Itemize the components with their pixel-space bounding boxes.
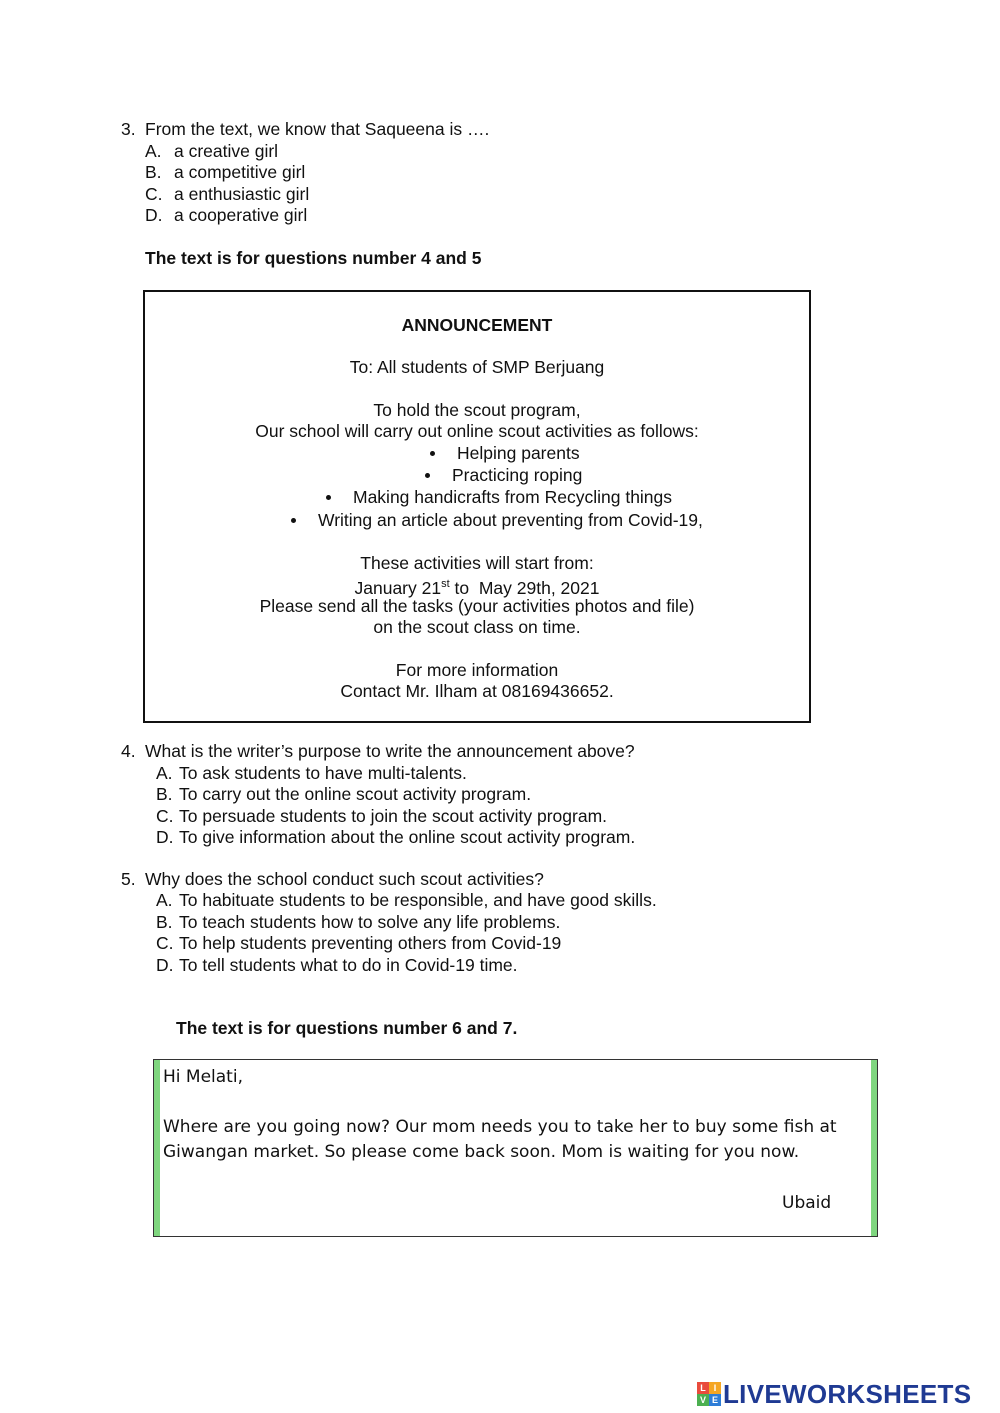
option-letter: C. — [156, 806, 174, 826]
option-text: To teach students how to solve any life problems. — [179, 912, 561, 932]
announcement-box — [143, 290, 811, 723]
question-text: Why does the school conduct such scout activities? — [145, 869, 544, 889]
note-left-border — [154, 1060, 160, 1236]
announcement-send-line: Please send all the tasks (your activities photos and file) — [259, 596, 695, 616]
section-intro-4-5: The text is for questions number 4 and 5 — [145, 248, 482, 268]
option-text: To tell students what to do in Covid-19 time. — [179, 955, 518, 975]
option-letter: C. — [156, 933, 174, 953]
note-body-line: Giwangan market. So please come back soon. Mom is waiting for you now. — [163, 1142, 800, 1162]
bullet-icon — [326, 495, 331, 500]
activity-item: Writing an article about preventing from Covid-19, — [318, 510, 703, 531]
activity-item: Practicing roping — [452, 465, 582, 486]
section-intro-6-7: The text is for questions number 6 and 7. — [176, 1018, 518, 1038]
announcement-recipient: To: All students of SMP Berjuang — [349, 357, 605, 377]
option-text: To carry out the online scout activity program. — [179, 784, 532, 804]
option-letter: D. — [156, 955, 174, 975]
option-text: To ask students to have multi-talents. — [179, 763, 467, 783]
option-text: a cooperative girl — [174, 205, 308, 225]
note-body-line: Where are you going now? Our mom needs you to take her to buy some fish at — [163, 1117, 837, 1137]
option-letter: D. — [145, 205, 163, 225]
option-letter: B. — [145, 162, 162, 182]
note-greeting: Hi Melati, — [163, 1067, 243, 1087]
question-number: 5. — [121, 869, 136, 889]
option-text: To persuade students to join the scout activity program. — [179, 806, 608, 826]
option-letter: D. — [156, 827, 174, 847]
message-note-box — [153, 1059, 878, 1237]
option-letter: C. — [145, 184, 163, 204]
note-right-border — [871, 1060, 877, 1236]
question-number: 3. — [121, 119, 136, 139]
announcement-dates: January 21st to May 29th, 2021 — [354, 577, 600, 598]
note-signature: Ubaid — [782, 1193, 832, 1213]
option-letter: A. — [156, 763, 173, 783]
activity-item: Making handicrafts from Recycling things — [353, 487, 672, 508]
announcement-purpose-line: To hold the scout program, — [373, 400, 581, 420]
option-text: To help students preventing others from Covid-19 — [179, 933, 562, 953]
brand-mark-icon: L I V E — [697, 1382, 721, 1406]
bullet-icon — [430, 451, 435, 456]
option-letter: B. — [156, 784, 173, 804]
bullet-icon — [291, 518, 296, 523]
option-letter: A. — [145, 141, 162, 161]
option-letter: B. — [156, 912, 173, 932]
announcement-title: ANNOUNCEMENT — [401, 315, 553, 335]
brand-name: LIVEWORKSHEETS — [723, 1378, 972, 1409]
announcement-send-line: on the scout class on time. — [373, 617, 581, 637]
option-text: To give information about the online scout activity program. — [179, 827, 636, 847]
option-text: To habituate students to be responsible, and have good skills. — [179, 890, 657, 910]
question-text: What is the writer’s purpose to write the announcement above? — [145, 741, 635, 761]
activity-item: Helping parents — [457, 443, 580, 464]
bullet-icon — [425, 473, 430, 478]
announcement-start-line: These activities will start from: — [360, 553, 594, 573]
option-text: a creative girl — [174, 141, 279, 161]
announcement-info-line: For more information — [395, 660, 559, 680]
option-text: a competitive girl — [174, 162, 306, 182]
question-number: 4. — [121, 741, 136, 761]
liveworksheets-logo — [697, 1378, 971, 1410]
announcement-purpose-line: Our school will carry out online scout activities as follows: — [255, 421, 699, 441]
question-text: From the text, we know that Saqueena is …. — [145, 119, 490, 139]
option-letter: A. — [156, 890, 173, 910]
announcement-contact: Contact Mr. Ilham at 08169436652. — [340, 681, 614, 701]
option-text: a enthusiastic girl — [174, 184, 310, 204]
